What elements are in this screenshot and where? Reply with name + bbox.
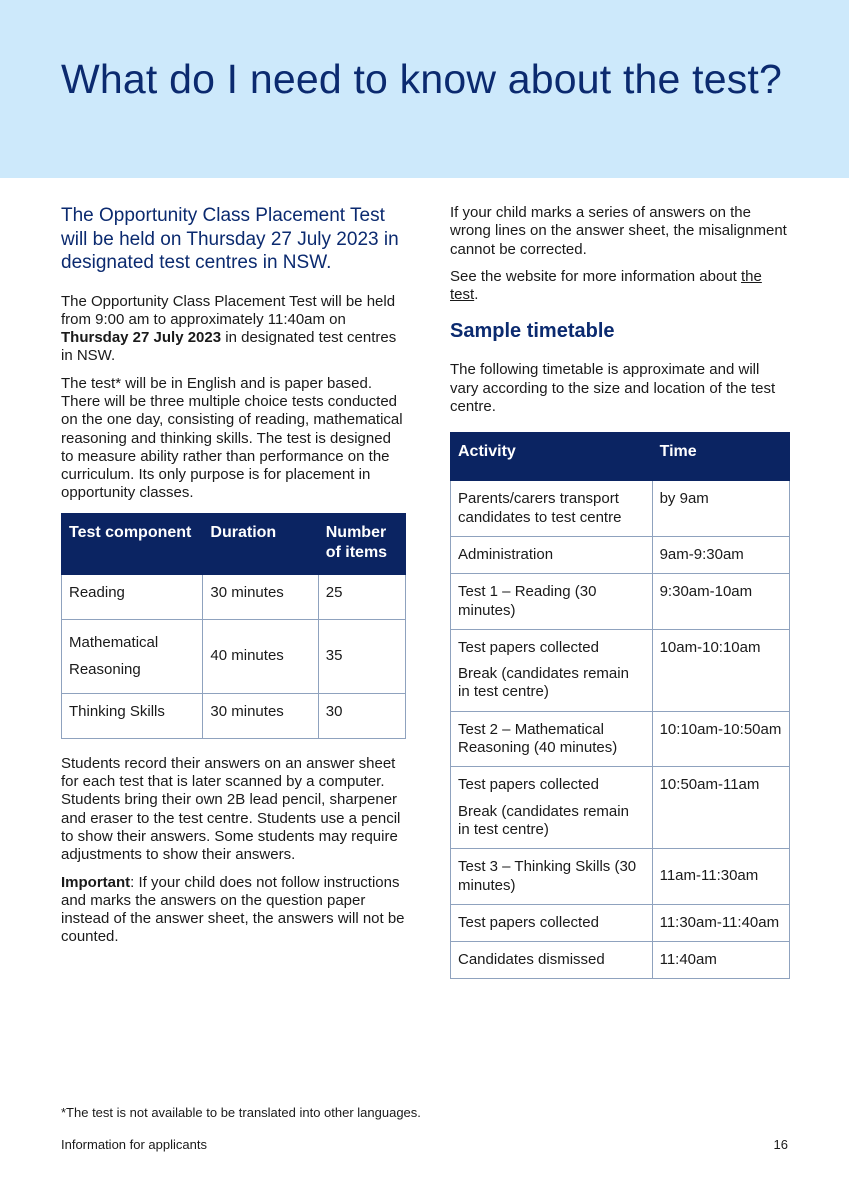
activity-text: Parents/carers transport candidates to test centre [458, 490, 622, 526]
table-row [451, 481, 790, 537]
activity-cell [451, 536, 653, 573]
timetable-intro: The following timetable is approximate and will vary according to the size and location of the test centre. [450, 361, 776, 416]
time-cell: 11:40am [652, 942, 789, 979]
activity-text: Test papers collected [458, 776, 599, 794]
important-paragraph: Important: If your child does not follow instructions and marks the answers on the question paper instead of the answer sheet, the answers will not be counted. [61, 873, 405, 946]
table-cell: 35 [318, 619, 405, 693]
table-cell: 40 minutes [203, 619, 318, 693]
activity-text: Test 3 – Thinking Skills (30 minutes) [458, 858, 637, 894]
activity-cell [451, 711, 653, 767]
header-banner [0, 0, 849, 178]
activity-cell [451, 481, 653, 537]
time-cell: 10:10am-10:50am [652, 711, 789, 767]
table-cell: 25 [318, 574, 405, 619]
activity-cell [451, 574, 653, 630]
website-paragraph: See the website for more information about the test. [450, 267, 762, 304]
test-date-paragraph: The Opportunity Class Placement Test will be held from 9:00 am to approximately 11:40am on Thursday 27 July 2023 in designated test centres in NSW. [61, 292, 397, 365]
table-row [62, 693, 406, 738]
page-title: What do I need to know about the test? [61, 56, 783, 102]
activity-text: Test 1 – Reading (30 minutes) [458, 583, 597, 619]
important-label: Important [61, 873, 131, 891]
time-cell: 9am-9:30am [652, 536, 789, 573]
activity-text: Candidates dismissed [458, 951, 605, 969]
table-cell: Reading [62, 574, 203, 619]
column-header: Number of items [318, 513, 405, 574]
activity-text: Break (candidates remain in test centre) [458, 802, 629, 838]
table-row [62, 574, 406, 619]
footnote: *The test is not available to be translated into other languages. [61, 1105, 421, 1120]
table-cell: Mathematical Reasoning [62, 619, 203, 693]
misalignment-paragraph: If your child marks a series of answers on the wrong lines on the answer sheet, the misalignment cannot be corrected. [450, 204, 787, 258]
activity-cell [451, 629, 653, 711]
test-date-bold: Thursday 27 July 2023 [61, 329, 222, 347]
timetable-heading: Sample timetable [450, 320, 615, 343]
time-cell: 10:50am-11am [652, 767, 789, 849]
table-cell: 30 minutes [203, 574, 318, 619]
right-column [450, 204, 790, 979]
activity-text: Test papers collected [458, 913, 599, 931]
timetable-table [450, 432, 790, 979]
test-description-paragraph: The test* will be in English and is paper based. There will be three multiple choice tests conducted on the one day, consisting of reading, mathematical reasoning and thinking skills. The test is designed to measure ability rather than performance on the curriculum. Its only purpose is for placement in opportunity classes. [61, 374, 403, 502]
activity-cell [451, 849, 653, 905]
activity-cell [451, 942, 653, 979]
lead-paragraph: The Opportunity Class Placement Test will be held on Thursday 27 July 2023 in designated test centres in NSW. [61, 205, 399, 273]
table-row [451, 536, 790, 573]
time-cell: 10am-10:10am [652, 629, 789, 711]
time-cell: 9:30am-10am [652, 574, 789, 630]
answer-sheet-paragraph: Students record their answers on an answer sheet for each test that is later scanned by a computer. Students bring their own 2B lead pencil, sharpener and eraser to the test centre. Students use a pencil to show their answers. Some students may require adjustments to show their answers. [61, 754, 401, 864]
table-row [451, 629, 790, 711]
column-header: Time [652, 433, 789, 481]
activity-cell [451, 904, 653, 941]
table-row [451, 904, 790, 941]
activity-text: Break (candidates remain in test centre) [458, 665, 629, 701]
table-cell: Thinking Skills [62, 693, 203, 738]
time-cell: by 9am [652, 481, 789, 537]
column-header: Activity [451, 433, 653, 481]
table-cell: 30 [318, 693, 405, 738]
table-header-row [451, 433, 790, 481]
table-row [451, 849, 790, 905]
time-cell: 11:30am-11:40am [652, 904, 789, 941]
activity-text: Administration [458, 545, 554, 563]
activity-text: Test 2 – Mathematical Reasoning (40 minutes) [458, 720, 618, 757]
activity-text: Test papers collected [458, 638, 599, 656]
activity-cell [451, 767, 653, 849]
time-cell: 11am-11:30am [652, 849, 789, 905]
test-info-link[interactable]: the test [450, 267, 762, 304]
table-row [62, 619, 406, 693]
table-header-row [62, 513, 406, 574]
table-row [451, 711, 790, 767]
table-row [451, 942, 790, 979]
left-column [61, 204, 406, 956]
table-cell: 30 minutes [203, 693, 318, 738]
table-row [451, 574, 790, 630]
page-number: 16 [773, 1137, 788, 1152]
column-header: Duration [203, 513, 318, 574]
footer-label: Information for applicants [61, 1137, 207, 1152]
test-component-table [61, 513, 406, 739]
table-row [451, 767, 790, 849]
column-header: Test component [62, 513, 203, 574]
